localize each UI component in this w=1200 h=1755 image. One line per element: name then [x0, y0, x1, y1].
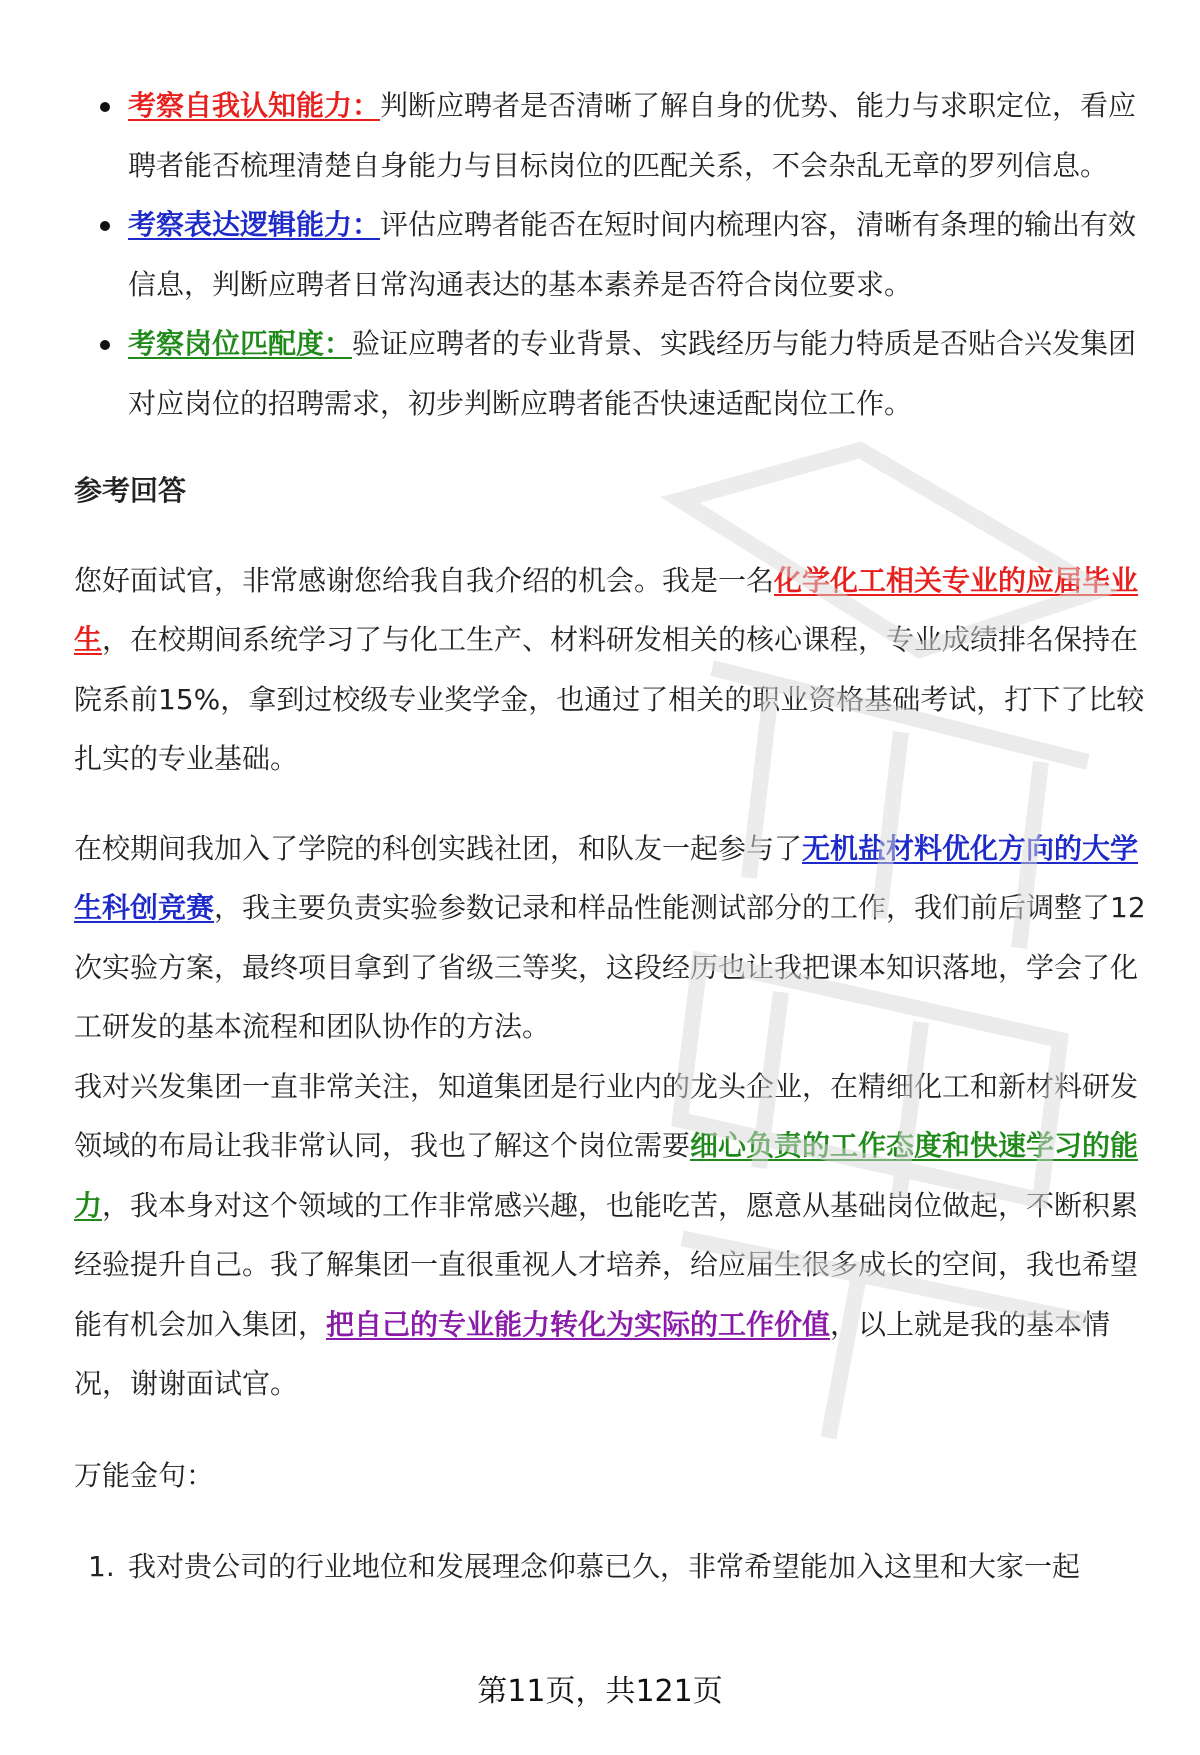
answer-paragraph-3	[74, 1057, 1154, 1414]
phrases-list	[74, 1537, 1154, 1597]
text-segment: 您好面试官，非常感谢您给我自我介绍的机会。我是一名	[74, 563, 775, 597]
text-segment: ，在校期间系统学习了与化工生产、材料研发相关的核心课程，专业成绩排名保持在院系前15%，拿到过校级专业奖学金，也通过了相关的职业资格基础考试，打下了比较扎实的专业基础。	[74, 623, 1145, 775]
phrases-heading: 万能金句：	[74, 1458, 215, 1492]
text-segment: ，我主要负责实验参数记录和样品性能测试部分的工作，我们前后调整了12次实验方案，最终项目拿到了省级三等奖，这段经历也让我把课本知识落地，学会了化工研发的基本流程和团队协作的方法。	[74, 891, 1146, 1043]
highlight-competition: 无机盐材料优化方向的大学生科创竞赛	[74, 831, 1139, 924]
bullet-title: 考察岗位匹配度：	[128, 327, 353, 360]
section-heading-reference-answer: 参考回答	[74, 474, 187, 507]
assessment-list	[74, 76, 1154, 433]
highlight-attitude: 细心负责的工作态度和快速学习的能力	[74, 1129, 1139, 1222]
bullet-title: 考察表达逻辑能力：	[128, 208, 381, 241]
bullet-item-expression-logic	[74, 195, 1154, 314]
bullet-item-self-awareness	[74, 76, 1154, 195]
text-segment: ，我本身对这个领域的工作非常感兴趣，也能吃苦，愿意从基础岗位做起，不断积累经验提升自己。我了解集团一直很重视人才培养，给应届生很多成长的空间，我也希望能有机会加入集团，	[74, 1188, 1139, 1341]
answer-paragraph-2	[74, 819, 1154, 1057]
bullet-text: 评估应聘者能否在短时间内梳理内容，清晰有条理的输出有效信息，判断应聘者日常沟通表达的基本素养是否符合岗位要求。	[128, 208, 1137, 301]
bullet-dot-icon	[100, 102, 110, 112]
text-segment: ，以上就是我的基本情况，谢谢面试官。	[74, 1307, 1111, 1400]
bullet-item-job-fit	[74, 314, 1154, 433]
answer-paragraph-1	[74, 551, 1154, 789]
highlight-value: 把自己的专业能力转化为实际的工作价值	[326, 1307, 831, 1341]
phrase-number: 1.	[88, 1550, 115, 1583]
phrase-item	[74, 1537, 1154, 1597]
bullet-title: 考察自我认知能力：	[128, 89, 381, 122]
bullet-text: 验证应聘者的专业背景、实践经历与能力特质是否贴合兴发集团对应岗位的招聘需求，初步判断应聘者能否快速适配岗位工作。	[128, 327, 1137, 420]
phrase-text: 我对贵公司的行业地位和发展理念仰慕已久，非常希望能加入这里和大家一起	[128, 1550, 1081, 1583]
bullet-dot-icon	[100, 221, 110, 231]
bullet-text: 判断应聘者是否清晰了解自身的优势、能力与求职定位，看应聘者能否梳理清楚自身能力与目标岗位的匹配关系，不会杂乱无章的罗列信息。	[128, 89, 1137, 182]
text-segment: 在校期间我加入了学院的科创实践社团，和队友一起参与了	[74, 831, 803, 865]
bullet-dot-icon	[100, 340, 110, 350]
page-number-footer: 第11页，共121页	[477, 1674, 723, 1709]
text-segment: 我对兴发集团一直非常关注，知道集团是行业内的龙头企业，在精细化工和新材料研发领域的布局让我非常认同，我也了解这个岗位需要	[74, 1069, 1139, 1162]
page-content	[74, 76, 1154, 1597]
highlight-major: 化学化工相关专业的应届毕业生	[74, 563, 1139, 656]
